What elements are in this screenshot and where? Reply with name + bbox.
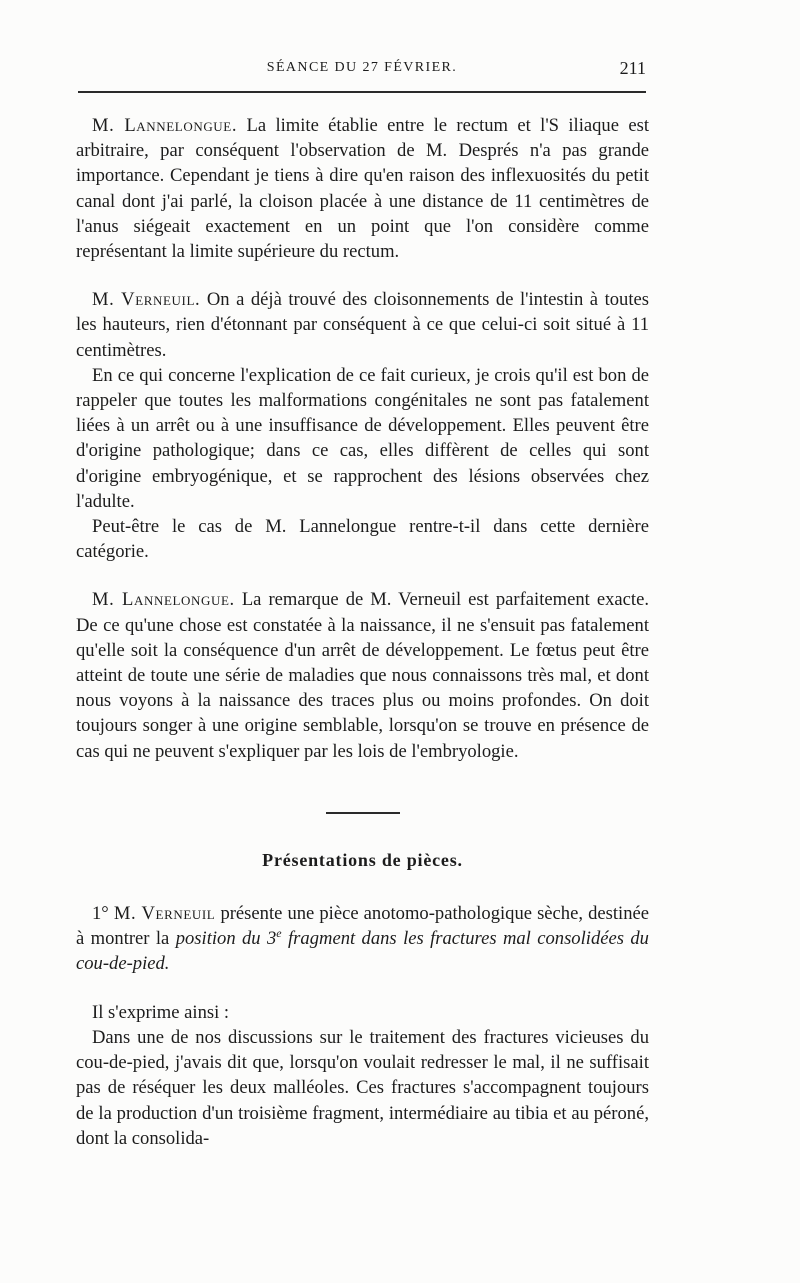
section-title: Présentations de pièces. bbox=[262, 849, 463, 870]
paragraph-verneuil-3 bbox=[76, 514, 649, 564]
header-rule bbox=[78, 91, 646, 93]
ordinal-number: 3 bbox=[267, 928, 277, 950]
speaker-name: M. Verneuil. bbox=[92, 289, 201, 311]
paragraph-text: On a déjà trouvé des cloisonnements de l'intestin à toutes les hauteurs, rien d'étonnant par conséquent à ce que celui-ci soit situé à 11 centimètres. bbox=[76, 289, 650, 361]
section-divider bbox=[326, 812, 400, 814]
paragraph-text: Dans une de nos discussions sur le traitement des fractures vicieuses du cou-de-pied, j'avais dit que, lorsqu'on voulait redresser le mal, il ne suffisait pas de réséquer les deux malléoles. Ces fractures s'accompagnent toujours de la production d'un troisième fragment, intermédiaire au tibia et au péroné, dont la consolida- bbox=[76, 1026, 649, 1149]
paragraph-discussion bbox=[76, 1025, 649, 1151]
ordinal-suffix: e bbox=[276, 926, 282, 941]
italic-title-part: position du bbox=[175, 928, 261, 950]
paragraph-text: La limite établie entre le rectum et l'S iliaque est arbitraire, par conséquent l'observation de M. Després n'a pas grande importance. Cependant je tiens à dire qu'en raison des inflexuosités du petit canal dont j'ai parlé, la cloison placée à une distance de 11 centimètres de l'anus siégeait exactement en un point que l'on considère comme représentant la limite supérieure du rectum. bbox=[76, 115, 649, 263]
page-number: 211 bbox=[619, 58, 646, 78]
paragraph-text: Il s'exprime ainsi : bbox=[92, 1001, 230, 1023]
page-header bbox=[78, 58, 646, 82]
paragraph-text: Peut-être le cas de M. Lannelongue rentre-t-il dans cette dernière catégorie. bbox=[76, 516, 649, 563]
paragraph-text: présente une pièce anotomo-pathologique sèche, destinée à montrer la bbox=[76, 903, 649, 950]
page-body bbox=[76, 113, 649, 1151]
paragraph-lannelongue-2 bbox=[76, 587, 649, 763]
paragraph-presentation-intro bbox=[76, 901, 649, 977]
running-head: SÉANCE DU 27 FÉVRIER. bbox=[266, 60, 458, 75]
speaker-name: M. Verneuil bbox=[113, 903, 216, 925]
paragraph-verneuil-2 bbox=[76, 363, 649, 514]
paragraph-text: La remarque de M. Verneuil est parfaitement exacte. De ce qu'une chose est constatée à la naissance, il ne s'ensuit pas fatalement qu'elle soit la conséquence d'un arrêt de développement. Le fœtus peut être atteint de toute une série de maladies que nous connaissons très mal, et dont nous voyons à la naissance des traces plus ou moins profondes. On doit toujours songer à une origine semblable, lorsqu'on se trouve en présence de cas qui ne peuvent s'expliquer par les lois de l'embryologie. bbox=[76, 589, 649, 762]
paragraph-verneuil-1 bbox=[76, 287, 649, 363]
paragraph-lannelongue-1 bbox=[76, 113, 649, 264]
speaker-name: M. Lannelongue. bbox=[92, 115, 238, 136]
italic-title-part: fragment dans les fractures mal consolidées du cou-de-pied. bbox=[76, 928, 649, 975]
paragraph-text: En ce qui concerne l'explication de ce fait curieux, je crois qu'il est bon de rappeler que toutes les malformations congénitales ne sont pas fatalement liées à un arrêt ou à une insuffisance de développement. Elles peuvent être d'origine pathologique; dans ce cas, elles diffèrent de celles qui sont d'origine embryogénique, et se rapprochent des lésions observées chez l'adulte. bbox=[76, 364, 649, 512]
speaker-name: M. Lannelongue. bbox=[92, 589, 235, 611]
item-number: 1° bbox=[92, 903, 109, 925]
paragraph-il-sexprime bbox=[76, 1000, 649, 1025]
